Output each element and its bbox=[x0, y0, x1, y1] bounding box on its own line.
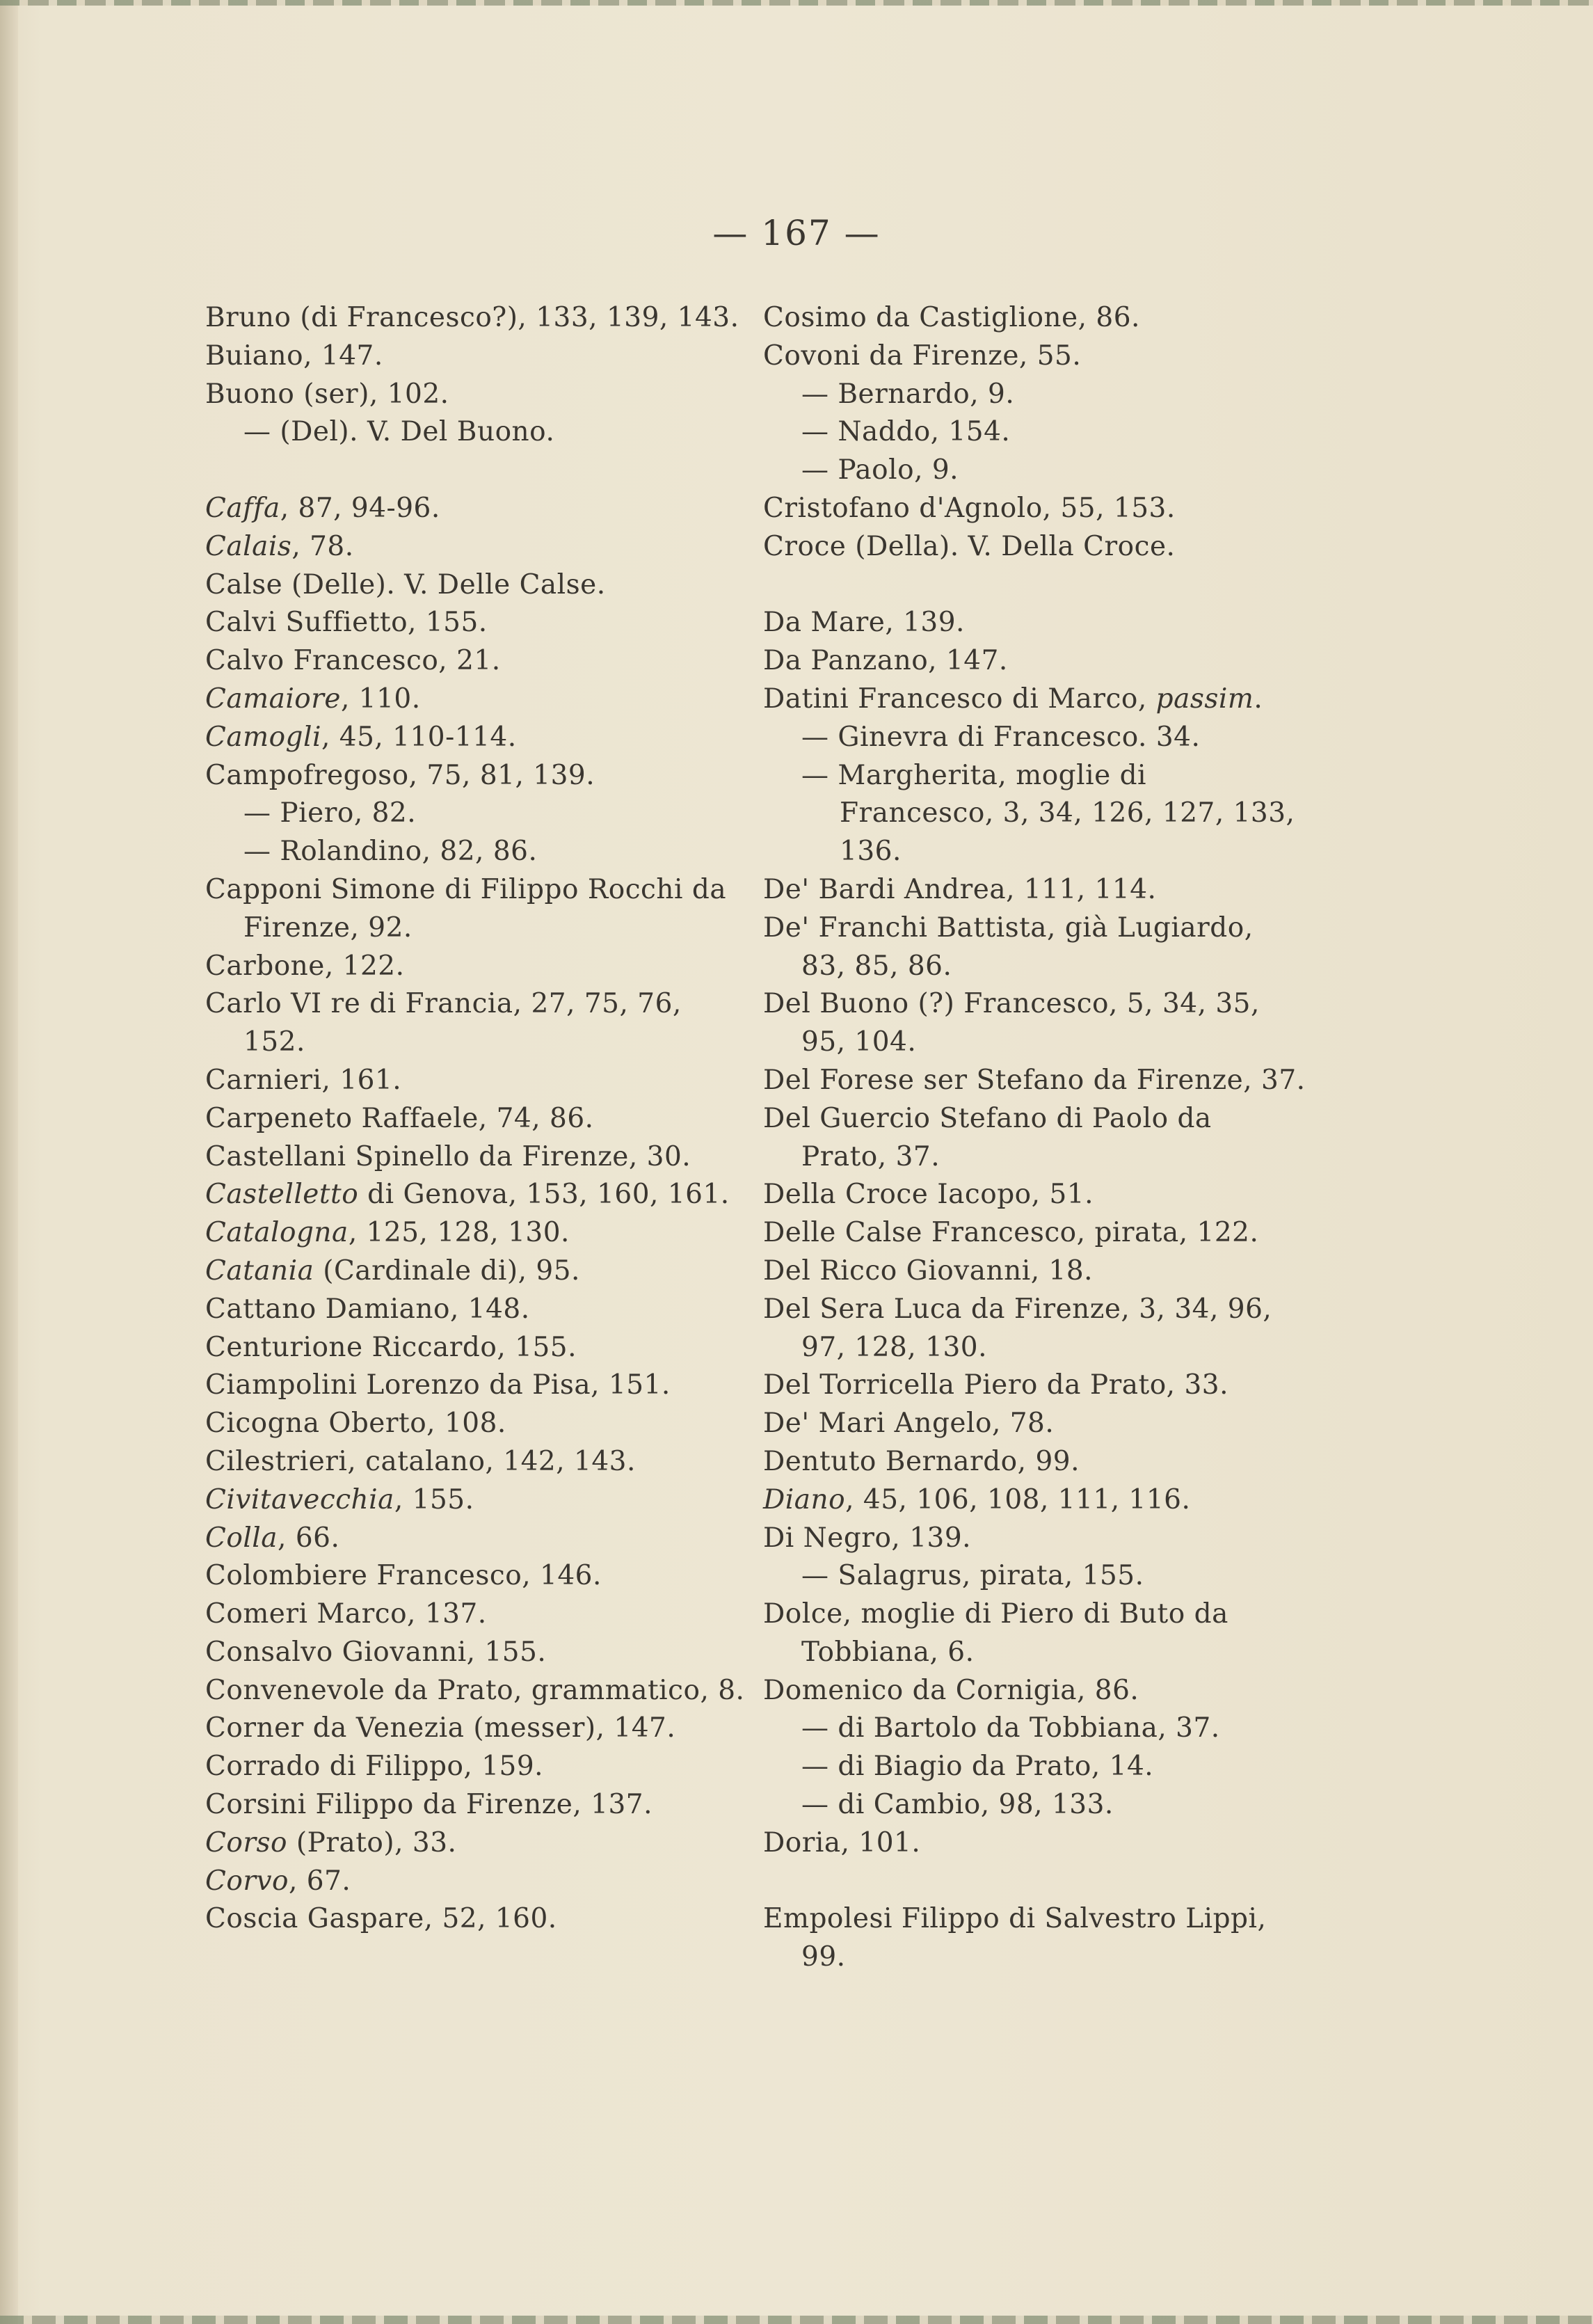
index-entry: Convenevole da Prato, grammatico, 8. bbox=[205, 1674, 745, 1706]
index-gap bbox=[205, 452, 748, 490]
index-entry: Buiano, 147. bbox=[205, 340, 383, 372]
bottom-page-edge bbox=[0, 2316, 1593, 2324]
index-entry: Doria, 101. bbox=[763, 1826, 921, 1859]
index-entry: Corner da Venezia (messer), 147. bbox=[205, 1712, 676, 1744]
index-entry: Del Torricella Piero da Prato, 33. bbox=[763, 1369, 1228, 1401]
index-subentry: — Rolandino, 82, 86. bbox=[243, 836, 538, 868]
index-entry: Del Ricco Giovanni, 18. bbox=[763, 1255, 1094, 1287]
index-entry: Calais, 78. bbox=[205, 530, 354, 562]
index-entry: De' Franchi Battista, già Lugiardo, 83, 85, 86. bbox=[763, 912, 1254, 982]
index-entry: Bruno (di Francesco?), 133, 139, 143. bbox=[205, 302, 739, 333]
index-entry: Coscia Gaspare, 52, 160. bbox=[205, 1903, 557, 1935]
index-entry: Di Negro, 139. bbox=[763, 1522, 972, 1554]
index-entry: Calse (Delle). V. Delle Calse. bbox=[205, 568, 606, 600]
index-entry: Carbone, 122. bbox=[205, 950, 405, 982]
index-subentry: — Paolo, 9. bbox=[801, 454, 959, 486]
index-subentry: — di Cambio, 98, 133. bbox=[801, 1789, 1114, 1821]
index-gap bbox=[763, 566, 1306, 605]
index-entry: Civitavecchia, 155. bbox=[205, 1483, 474, 1515]
index-entry: Cattano Damiano, 148. bbox=[205, 1293, 530, 1325]
index-column-right bbox=[763, 299, 1306, 1977]
index-column-left bbox=[205, 299, 748, 1939]
index-entry: Caffa, 87, 94-96. bbox=[205, 492, 440, 524]
index-subentry: — di Biagio da Prato, 14. bbox=[801, 1751, 1154, 1783]
index-entry: Comeri Marco, 137. bbox=[205, 1598, 487, 1630]
index-entry: Corvo, 67. bbox=[205, 1865, 351, 1897]
index-entry: Consalvo Giovanni, 155. bbox=[205, 1636, 547, 1668]
index-entry: Cilestrieri, catalano, 142, 143. bbox=[205, 1445, 636, 1477]
index-entry: Cicogna Oberto, 108. bbox=[205, 1408, 506, 1440]
index-entry: Del Buono (?) Francesco, 5, 34, 35, 95, 104. bbox=[763, 988, 1260, 1058]
index-entry: Dolce, moglie di Piero di Buto da Tobbiana, 6. bbox=[763, 1598, 1228, 1668]
index-entry: Empolesi Filippo di Salvestro Lippi, 99. bbox=[763, 1903, 1267, 1973]
index-subentry: — Margherita, moglie di Francesco, 3, 34, 126, 127, 133, 136. bbox=[801, 759, 1295, 868]
top-page-edge bbox=[0, 0, 1593, 6]
index-entry: Cosimo da Castiglione, 86. bbox=[763, 302, 1140, 333]
index-entry: Carpeneto Raffaele, 74, 86. bbox=[205, 1102, 594, 1134]
page-number-header: — 167 — bbox=[712, 213, 881, 253]
index-entry: Del Forese ser Stefano da Firenze, 37. bbox=[763, 1064, 1306, 1096]
index-entry: Calvi Suffietto, 155. bbox=[205, 607, 488, 639]
index-entry: Castelletto di Genova, 153, 160, 161. bbox=[205, 1179, 730, 1211]
index-entry: Buono (ser), 102. bbox=[205, 378, 449, 410]
index-entry: Corsini Filippo da Firenze, 137. bbox=[205, 1789, 653, 1821]
index-entry: Del Guercio Stefano di Paolo da Prato, 37. bbox=[763, 1102, 1212, 1172]
index-subentry: — Bernardo, 9. bbox=[801, 378, 1015, 410]
index-entry: Camaiore, 110. bbox=[205, 683, 421, 715]
index-entry: Colla, 66. bbox=[205, 1522, 340, 1554]
index-entry: Covoni da Firenze, 55. bbox=[763, 340, 1082, 372]
index-entry: Corrado di Filippo, 159. bbox=[205, 1751, 544, 1783]
index-subentry: — (Del). V. Del Buono. bbox=[243, 416, 555, 448]
index-entry: De' Bardi Andrea, 111, 114. bbox=[763, 873, 1157, 905]
index-subentry: — Ginevra di Francesco. 34. bbox=[801, 721, 1201, 753]
index-subentry: — Salagrus, pirata, 155. bbox=[801, 1560, 1144, 1592]
index-entry: Catalogna, 125, 128, 130. bbox=[205, 1217, 570, 1249]
index-entry: Croce (Della). V. Della Croce. bbox=[763, 530, 1176, 562]
index-entry: Della Croce Iacopo, 51. bbox=[763, 1179, 1094, 1211]
index-entry: Catania (Cardinale di), 95. bbox=[205, 1255, 580, 1287]
index-entry: Camogli, 45, 110-114. bbox=[205, 721, 517, 753]
index-entry: Colombiere Francesco, 146. bbox=[205, 1560, 602, 1592]
index-entry: Centurione Riccardo, 155. bbox=[205, 1331, 577, 1363]
index-subentry: — Piero, 82. bbox=[243, 797, 417, 829]
index-entry: Ciampolini Lorenzo da Pisa, 151. bbox=[205, 1369, 671, 1401]
index-entry: Capponi Simone di Filippo Rocchi da Firenze, 92. bbox=[205, 873, 727, 944]
index-entry: Dentuto Bernardo, 99. bbox=[763, 1445, 1080, 1477]
index-entry: Del Sera Luca da Firenze, 3, 34, 96, 97, 128, 130. bbox=[763, 1293, 1272, 1363]
index-entry: Diano, 45, 106, 108, 111, 116. bbox=[763, 1483, 1191, 1515]
index-entry: Delle Calse Francesco, pirata, 122. bbox=[763, 1217, 1259, 1249]
index-entry: Carlo VI re di Francia, 27, 75, 76, 152. bbox=[205, 988, 682, 1058]
binding-edge bbox=[0, 0, 18, 2324]
index-gap bbox=[763, 1863, 1306, 1901]
index-entry: Corso (Prato), 33. bbox=[205, 1826, 457, 1859]
index-entry: Castellani Spinello da Firenze, 30. bbox=[205, 1140, 691, 1172]
index-entry: Campofregoso, 75, 81, 139. bbox=[205, 759, 595, 791]
index-entry: Da Mare, 139. bbox=[763, 607, 965, 639]
index-entry: Da Panzano, 147. bbox=[763, 645, 1008, 677]
index-entry: Datini Francesco di Marco, passim. bbox=[763, 683, 1263, 715]
index-entry: Domenico da Cornigia, 86. bbox=[763, 1674, 1139, 1706]
index-entry: Calvo Francesco, 21. bbox=[205, 645, 501, 677]
index-entry: Carnieri, 161. bbox=[205, 1064, 402, 1096]
index-subentry: — di Bartolo da Tobbiana, 37. bbox=[801, 1712, 1220, 1744]
index-entry: De' Mari Angelo, 78. bbox=[763, 1408, 1055, 1440]
index-subentry: — Naddo, 154. bbox=[801, 416, 1011, 448]
index-entry: Cristofano d'Agnolo, 55, 153. bbox=[763, 492, 1176, 524]
